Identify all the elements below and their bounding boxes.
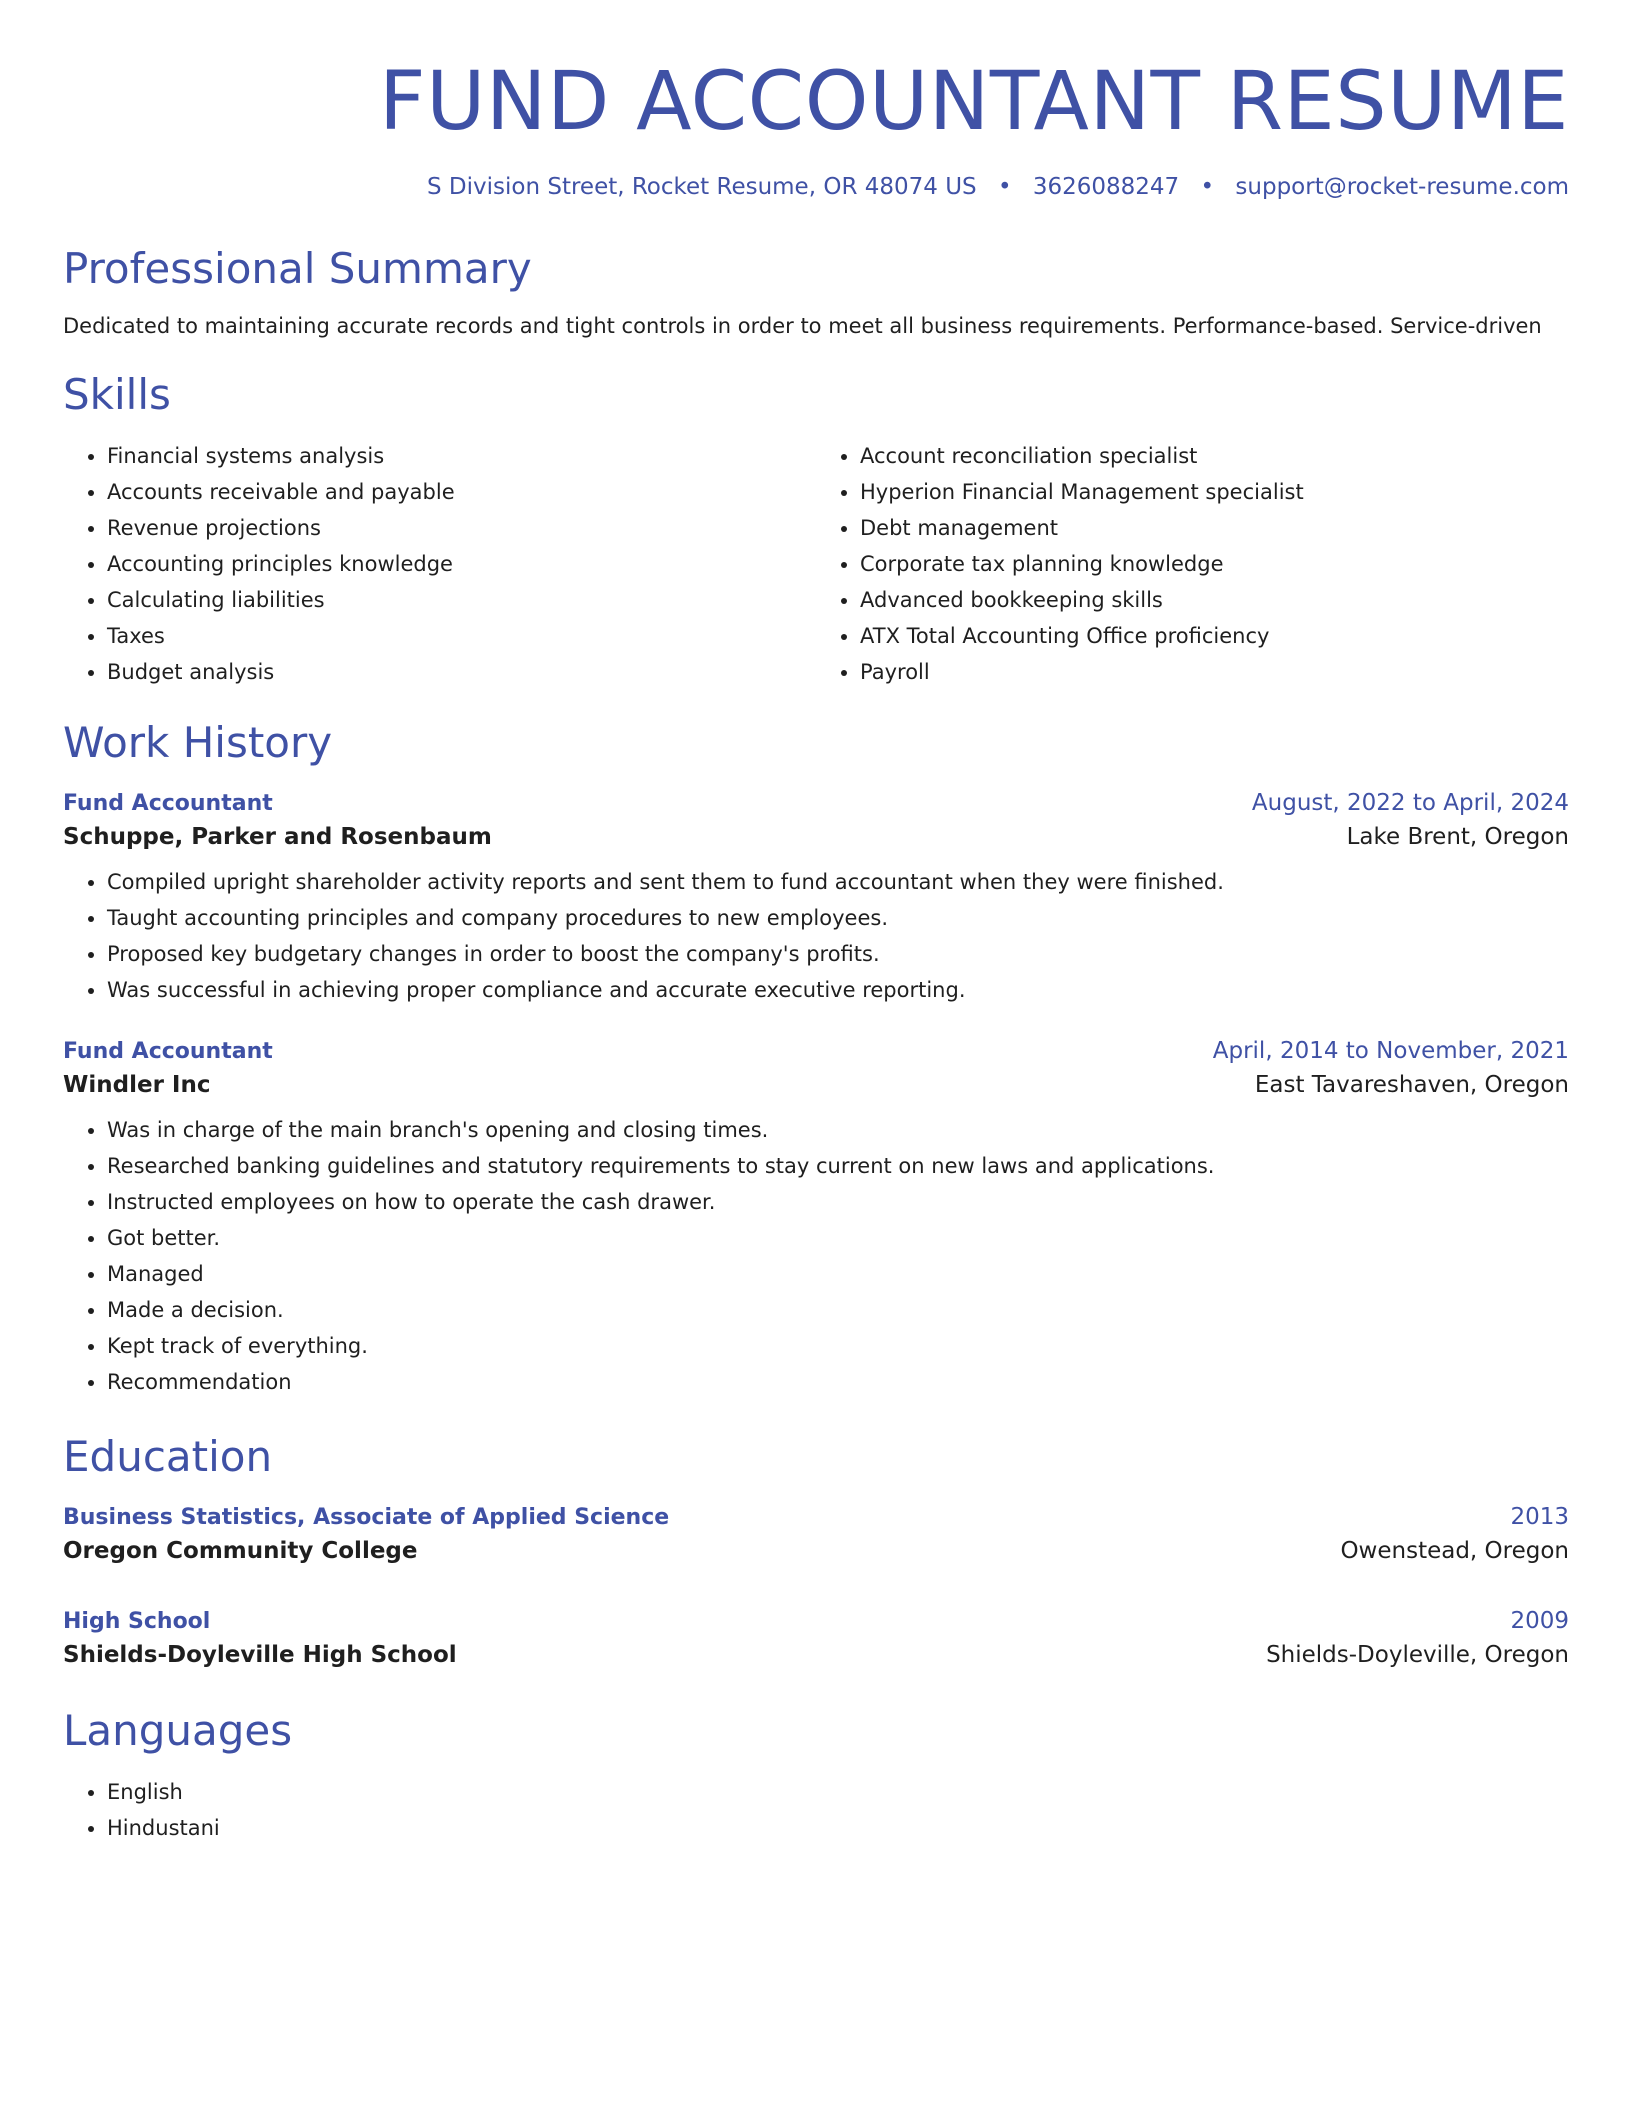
job-location: Lake Brent, Oregon [1346, 824, 1569, 850]
education-school-row [63, 1530, 1569, 1564]
summary-text: Dedicated to maintaining accurate records and tight controls in order to meet all business requirements. Performance-based. Service-driven [63, 314, 1542, 338]
separator-dot: • [1200, 174, 1215, 200]
page-title: FUND ACCOUNTANT RESUME [379, 55, 1569, 149]
contact-email: support@rocket-resume.com [1235, 174, 1569, 200]
education-year: 2009 [1510, 1608, 1569, 1634]
skill-item: • Calculating liabilities [107, 582, 816, 618]
education-header-row [63, 1608, 1569, 1634]
job-company: Windler Inc [63, 1072, 211, 1098]
job-bullet: • Made a decision. [107, 1292, 1569, 1328]
job-bullet: • Kept track of everything. [107, 1328, 1569, 1364]
education-school-row [63, 1634, 1569, 1668]
education-header-row [63, 1504, 1569, 1530]
language-item: • Hindustani [107, 1810, 1569, 1846]
skills-right-list [816, 438, 1569, 690]
job-entry [63, 790, 1569, 1008]
contact-line [63, 174, 1569, 200]
education-school: Shields-Doyleville High School [63, 1642, 457, 1668]
education-degree: High School [63, 1609, 211, 1634]
skills-columns [63, 438, 1569, 690]
language-item: • English [107, 1774, 1569, 1810]
skill-item: • ATX Total Accounting Office proficiency [860, 618, 1569, 654]
work-history-heading: Work History [63, 718, 333, 767]
skill-item: • Payroll [860, 654, 1569, 690]
skill-item: • Hyperion Financial Management specialist [860, 474, 1569, 510]
skill-item: • Taxes [107, 618, 816, 654]
job-bullet: • Compiled upright shareholder activity reports and sent them to fund accountant when they were finished. [107, 864, 1569, 900]
job-header-row [63, 1038, 1569, 1064]
job-bullet: • Got better. [107, 1220, 1569, 1256]
separator-dot: • [997, 174, 1012, 200]
job-role: Fund Accountant [63, 791, 273, 816]
summary-heading: Professional Summary [63, 244, 532, 293]
skills-heading: Skills [63, 370, 171, 419]
education-degree: Business Statistics, Associate of Applied Science [63, 1505, 670, 1530]
job-company-row [63, 1064, 1569, 1098]
languages-heading: Languages [63, 1706, 293, 1755]
job-bullet: • Managed [107, 1256, 1569, 1292]
skill-item: • Corporate tax planning knowledge [860, 546, 1569, 582]
job-company: Schuppe, Parker and Rosenbaum [63, 824, 492, 850]
languages-list [63, 1774, 1569, 1846]
job-role: Fund Accountant [63, 1039, 273, 1064]
job-entry [63, 1038, 1569, 1400]
job-bullet: • Instructed employees on how to operate the cash drawer. [107, 1184, 1569, 1220]
skill-item: • Account reconciliation specialist [860, 438, 1569, 474]
education-heading: Education [63, 1432, 273, 1481]
job-bullet: • Taught accounting principles and company procedures to new employees. [107, 900, 1569, 936]
job-bullets [63, 864, 1569, 1008]
skill-item: • Accounts receivable and payable [107, 474, 816, 510]
education-location: Shields-Doyleville, Oregon [1266, 1642, 1569, 1668]
job-bullet: • Was successful in achieving proper compliance and accurate executive reporting. [107, 972, 1569, 1008]
education-school: Oregon Community College [63, 1538, 418, 1564]
job-dates: April, 2014 to November, 2021 [1212, 1038, 1569, 1064]
skill-item: • Financial systems analysis [107, 438, 816, 474]
skill-item: • Accounting principles knowledge [107, 546, 816, 582]
job-bullet: • Researched banking guidelines and statutory requirements to stay current on new laws and applications. [107, 1148, 1569, 1184]
education-year: 2013 [1510, 1504, 1569, 1530]
skill-item: • Revenue projections [107, 510, 816, 546]
job-bullet: • Recommendation [107, 1364, 1569, 1400]
job-bullets [63, 1112, 1569, 1400]
skill-item: • Advanced bookkeeping skills [860, 582, 1569, 618]
job-company-row [63, 816, 1569, 850]
contact-phone: 3626088247 [1032, 174, 1180, 200]
job-location: East Tavareshaven, Oregon [1254, 1072, 1569, 1098]
job-bullet: • Proposed key budgetary changes in order to boost the company's profits. [107, 936, 1569, 972]
skill-item: • Debt management [860, 510, 1569, 546]
skills-left-list [63, 438, 816, 690]
education-location: Owenstead, Oregon [1340, 1538, 1569, 1564]
job-header-row [63, 790, 1569, 816]
education-entry [63, 1504, 1569, 1564]
education-entry [63, 1608, 1569, 1668]
skill-item: • Budget analysis [107, 654, 816, 690]
contact-address: S Division Street, Rocket Resume, OR 48074 US [427, 174, 977, 200]
job-bullet: • Was in charge of the main branch's opening and closing times. [107, 1112, 1569, 1148]
job-dates: August, 2022 to April, 2024 [1251, 790, 1569, 816]
